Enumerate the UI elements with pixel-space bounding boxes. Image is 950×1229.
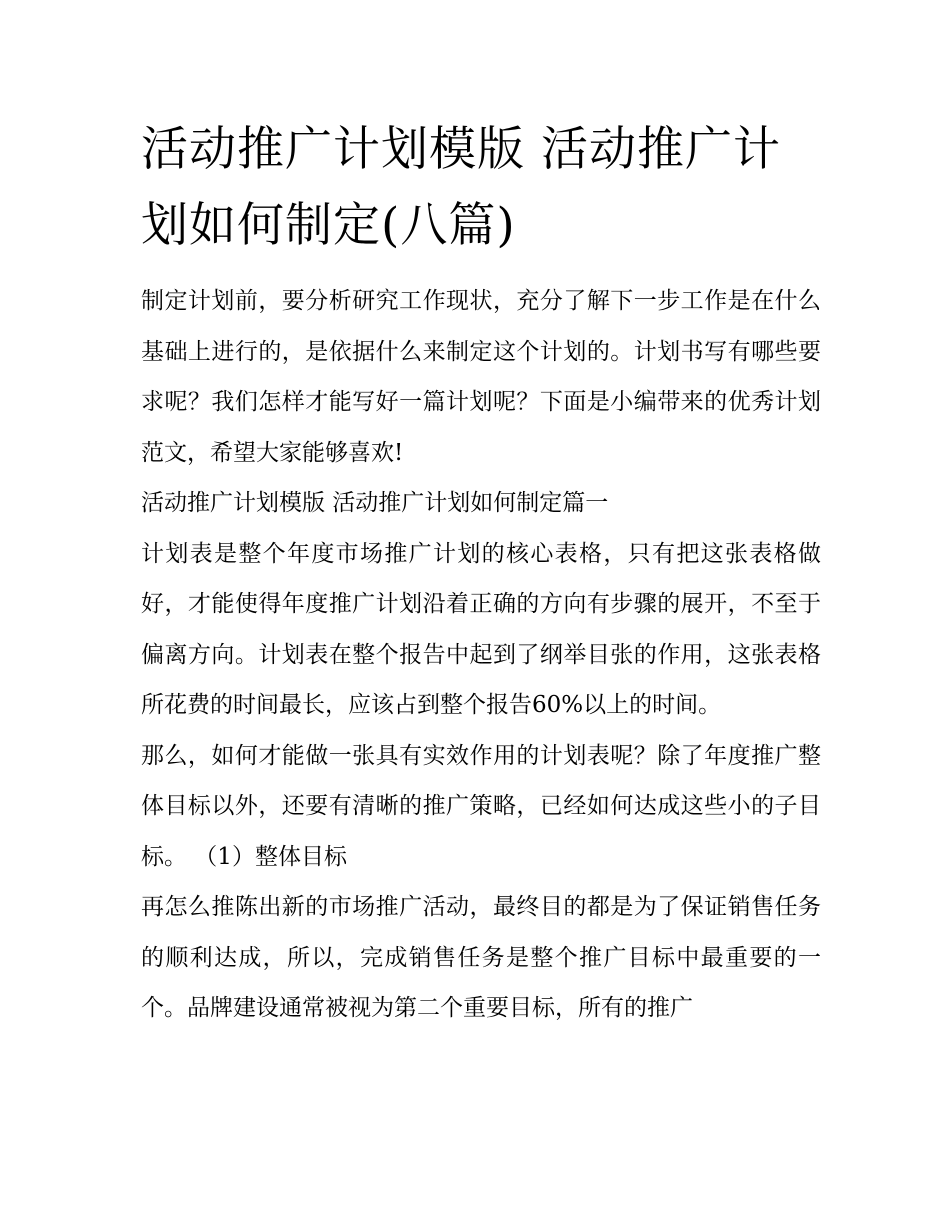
- body-paragraph-plan-table: 计划表是整个年度市场推广计划的核心表格，只有把这张表格做好，才能使得年度推广计划沿着正确的方向有步骤的展开，不至于偏离方向。计划表在整个报告中起到了纲举目张的作用，这张表格所花费的时间最长，应该占到整个报告60%以上的时间。: [141, 540, 821, 718]
- section-heading: 活动推广计划模版 活动推广计划如何制定篇一: [141, 490, 609, 516]
- body-paragraph-overall-goal: 再怎么推陈出新的市场推广活动，最终目的都是为了保证销售任务的顺利达成，所以，完成销售任务是整个推广目标中最重要的一个。品牌建设通常被视为第二个重要目标，所有的推广: [141, 894, 821, 1021]
- body-paragraph-how-to: 那么，如何才能做一张具有实效作用的计划表呢？除了年度推广整体目标以外，还要有清晰的推广策略，已经如何达成这些小的子目标。 （1）整体目标: [141, 742, 821, 870]
- intro-paragraph: 制定计划前，要分析研究工作现状，充分了解下一步工作是在什么基础上进行的，是依据什么来制定这个计划的。计划书写有哪些要求呢？我们怎样才能写好一篇计划呢？下面是小编带来的优秀计划范文，希望大家能够喜欢!: [141, 288, 821, 466]
- document-title: 活动推广计划模版 活动推广计划如何制定(八篇): [141, 122, 781, 253]
- document-page: [141, 112, 821, 1034]
